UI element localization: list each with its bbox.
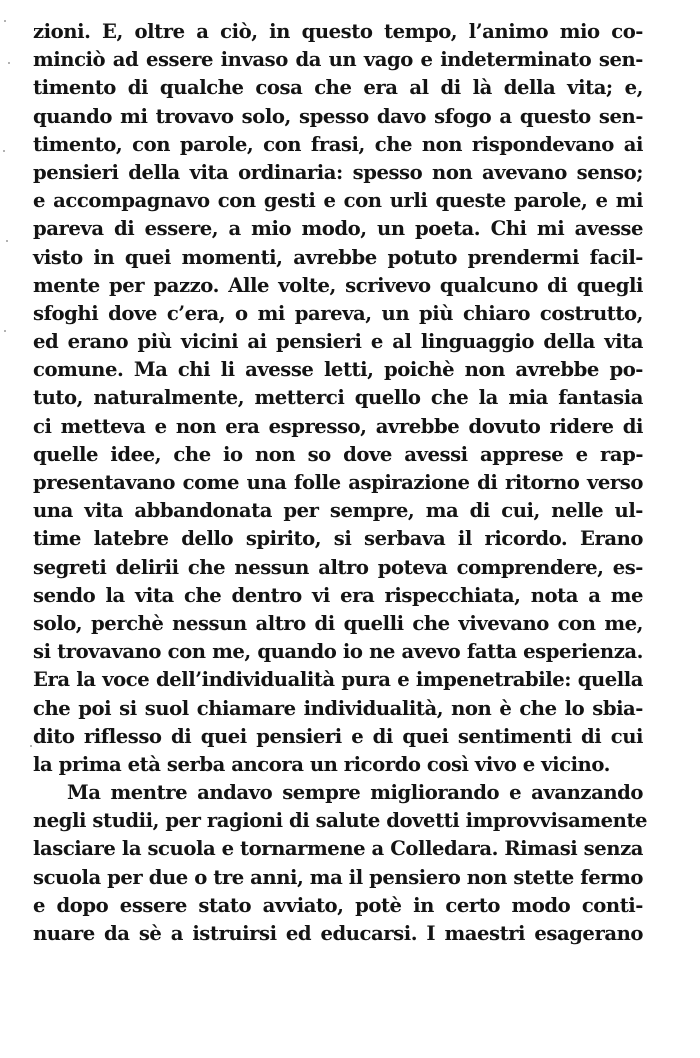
text-line: comune. Ma chi li avesse letti, poichè non avrebbe po- bbox=[33, 358, 643, 382]
text-line: time latebre dello spirito, si serbava il ricordo. Erano bbox=[33, 527, 643, 551]
scan-speck bbox=[6, 240, 8, 242]
text-line: Era la voce dell’individualità pura e impenetrabile: quella bbox=[33, 668, 643, 692]
text-line: timento di qualche cosa che era al di là della vita; e, bbox=[33, 76, 643, 100]
scan-speck bbox=[4, 20, 6, 22]
text-line: ci metteva e non era espresso, avrebbe dovuto ridere di bbox=[33, 414, 643, 438]
text-line: che poi si suol chiamare individualità, non è che lo sbia- bbox=[33, 696, 643, 720]
text-line: scuola per due o tre anni, ma il pensiero non stette fermo bbox=[33, 865, 643, 889]
text-line: segreti delirii che nessun altro poteva comprendere, es- bbox=[33, 555, 643, 579]
text-line: tuto, naturalmente, metterci quello che la mia fantasia bbox=[33, 386, 643, 410]
text-line: nuare da sè a istruirsi ed educarsi. I maestri esagerano bbox=[33, 922, 643, 945]
text-line: negli studii, per ragioni di salute dovetti improvvisamente bbox=[33, 809, 648, 833]
scan-speck bbox=[8, 62, 10, 64]
text-line: e accompagnavo con gesti e con urli queste parole, e mi bbox=[33, 189, 643, 213]
text-line: solo, perchè nessun altro di quelli che vivevano con me, bbox=[33, 611, 643, 635]
text-line: la prima età serba ancora un ricordo così vivo e vicino. bbox=[33, 752, 611, 776]
text-line: minciò ad essere invaso da un vago e indeterminato sen- bbox=[33, 48, 643, 72]
text-line: visto in quei momenti, avrebbe potuto prendermi facil- bbox=[33, 245, 643, 269]
paragraph-2 bbox=[33, 779, 648, 948]
text-line: lasciare la scuola e tornarmene a Colledara. Rimasi senza bbox=[33, 837, 643, 861]
text-line: timento, con parole, con frasi, che non rispondevano ai bbox=[33, 132, 643, 156]
text-line: presentavano come una folle aspirazione di ritorno verso bbox=[33, 471, 643, 494]
text-line: ed erano più vicini ai pensieri e al linguaggio della vita bbox=[33, 330, 643, 354]
text-line: zioni. E, oltre a ciò, in questo tempo, l’animo mio co- bbox=[33, 20, 643, 43]
text-line: mente per pazzo. Alle volte, scrivevo qualcuno di quegli bbox=[33, 273, 643, 297]
text-line: pensieri della vita ordinaria: spesso non avevano senso; bbox=[33, 160, 643, 184]
text-line: pareva di essere, a mio modo, un poeta. Chi mi avesse bbox=[33, 217, 643, 241]
paragraph-1 bbox=[33, 18, 643, 779]
scanned-book-page bbox=[33, 18, 648, 948]
text-line: una vita abbandonata per sempre, ma di cui, nelle ul- bbox=[33, 499, 643, 523]
text-line: quando mi trovavo solo, spesso davo sfogo a questo sen- bbox=[33, 104, 643, 128]
text-line: sendo la vita che dentro vi era rispecchiata, nota a me bbox=[33, 583, 643, 607]
text-line: sfoghi dove c’era, o mi pareva, un più chiaro costrutto, bbox=[33, 301, 643, 325]
scan-speck bbox=[4, 330, 6, 332]
text-line: dito riflesso di quei pensieri e di quei sentimenti di cui bbox=[33, 724, 643, 748]
text-line: quelle idee, che io non so dove avessi apprese e rap- bbox=[33, 442, 643, 466]
scan-speck bbox=[30, 745, 32, 747]
text-line: si trovavano con me, quando io ne avevo fatta esperienza. bbox=[33, 640, 643, 664]
scan-speck bbox=[3, 150, 5, 152]
text-line: e dopo essere stato avviato, potè in certo modo conti- bbox=[33, 893, 643, 917]
text-line: Ma mentre andavo sempre migliorando e avanzando bbox=[67, 781, 643, 805]
